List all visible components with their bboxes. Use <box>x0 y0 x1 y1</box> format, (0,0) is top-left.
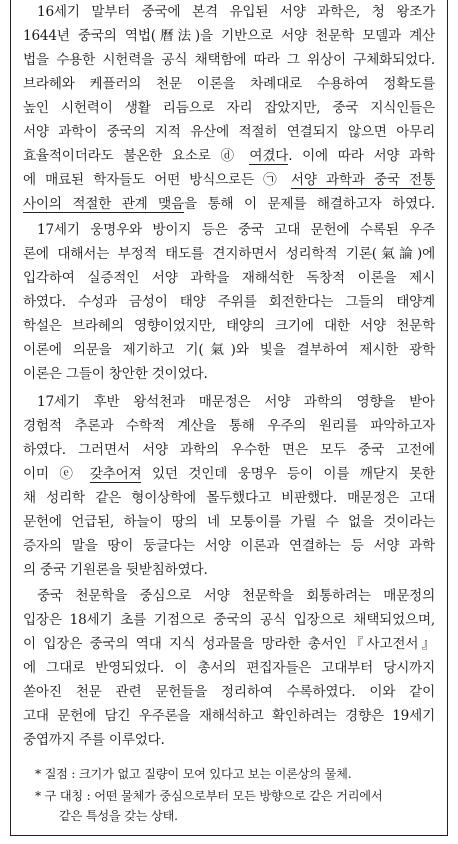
text-line: 17세기 후반 왕석천과 매문정은 서양 과학의 영향을 받아 <box>37 394 435 410</box>
text-line: 고대 문헌에 담긴 우주론을 재해석하고 확인하려는 경향은 19세기 <box>23 708 435 724</box>
text-line: 이론은 그들이 창안한 것이었다. <box>23 366 208 382</box>
text-line: 브라헤와 케플러의 천문 이론을 차례대로 수용하여 정확도를 <box>23 76 435 92</box>
text-line: 경험적 추론과 수학적 계산을 통해 우주의 원리를 파악하고자 <box>23 418 435 434</box>
text-line: 입장은 18세기 초를 기점으로 중국의 공식 입장으로 채택되었으며, <box>23 612 435 628</box>
text-line: 에 그대로 반영되었다. 이 총서의 편집자들은 고대부터 당시까지 <box>23 660 435 676</box>
text-segment: 효율적이더라도 불온한 요소로 ⓓ <box>23 148 250 164</box>
text-line: 하였다. 수성과 금성이 태양 주위를 회전한다는 그들의 태양계 <box>23 294 435 310</box>
text-segment: 있던 것인데 웅명우 등이 이를 깨닫지 못한 <box>141 466 436 482</box>
text-line: 문헌에 언급된, 하늘이 땅의 네 모퉁이를 가릴 수 없을 것이라는 <box>23 514 435 530</box>
text-line: 17세기 웅명우와 방이지 등은 중국 고대 문헌에 수록된 우주 <box>37 222 435 238</box>
underlined-word-d: 여겼다 <box>249 148 289 164</box>
text-line <box>23 144 435 168</box>
text-line: 1644년 중국의 역법(曆法)을 기반으로 서양 천문학 모델과 계산 <box>23 28 435 44</box>
text-line: 높인 시헌력이 생활 리듬으로 자리 잡았지만, 중국 지식인들은 <box>23 100 435 116</box>
text-line: 중국 천문학을 중심으로 서양 천문학을 회통하려는 매문정의 <box>37 588 435 604</box>
text-line <box>23 192 435 216</box>
text-line <box>23 168 435 192</box>
text-line: 중엽까지 주를 이루었다. <box>23 732 165 748</box>
text-line: 론에 대해서는 부정적 태도를 견지하면서 성리학적 기론(氣論)에 <box>23 246 435 262</box>
text-line: 이 입장은 중국의 역대 지식 성과물을 망라한 총서인『사고전서』 <box>23 636 435 652</box>
text-line: 입각하여 실증적인 서양 과학을 재해석한 독창적 이론을 제시 <box>23 270 435 286</box>
underlined-phrase-a-cont: 사이의 적절한 관계 맺음 <box>23 196 185 212</box>
text-segment: 을 통해 이 문제를 해결하고자 하였다. <box>184 196 436 212</box>
text-line: 서양 과학이 중국의 지적 유산에 적절히 연결되지 않으면 아무리 <box>23 124 435 140</box>
underlined-word-e: 갖추어져 <box>89 466 142 482</box>
text-segment: 이미 ⓔ <box>23 466 90 482</box>
reading-passage <box>10 0 448 836</box>
text-line: 하였다. 그러면서 서양 과학의 우수한 면은 모두 중국 고전에 <box>23 442 435 458</box>
footnote: * 구 대칭 : 어떤 물체가 중심으로부터 모든 방향으로 같은 거리에서 <box>35 789 383 803</box>
text-segment: . 이에 따라 서양 과학 <box>288 148 435 164</box>
text-line: 이론에 의문을 제기하고 기(氣)와 빛을 결부하여 제시한 광학 <box>23 342 435 358</box>
text-line: 16세기 말부터 중국에 본격 유입된 서양 과학은, 청 왕조가 <box>37 4 435 20</box>
text-segment: 에 매료된 학자들도 어떤 방식으로든 ㉠ <box>23 172 291 188</box>
text-line: 증자의 말을 땅이 둥글다는 서양 이론과 연결하는 등 서양 과학 <box>23 538 435 554</box>
footnote-continuation: 같은 특성을 갖는 상태. <box>59 809 178 823</box>
text-line: 채 성리학 같은 형이상학에 몰두했다고 비판했다. 매문정은 고대 <box>23 490 435 506</box>
underlined-phrase-a: 서양 과학과 중국 전통 <box>290 172 435 188</box>
text-line <box>23 462 435 486</box>
text-line: 의 중국 기원론을 뒷받침하였다. <box>23 562 208 578</box>
text-line: 법을 수용한 시헌력을 공식 채택함에 따라 그 위상이 구체화되었다. <box>23 52 435 68</box>
footnote: * 질점 : 크기가 없고 질량이 모여 있다고 보는 이론상의 물체. <box>35 767 352 781</box>
text-line: 학설은 브라헤의 영향이었지만, 태양의 크기에 대한 서양 천문학 <box>23 318 435 334</box>
text-line: 쏟아진 천문 관련 문헌들을 정리하여 수록하였다. 이와 같이 <box>23 684 435 700</box>
